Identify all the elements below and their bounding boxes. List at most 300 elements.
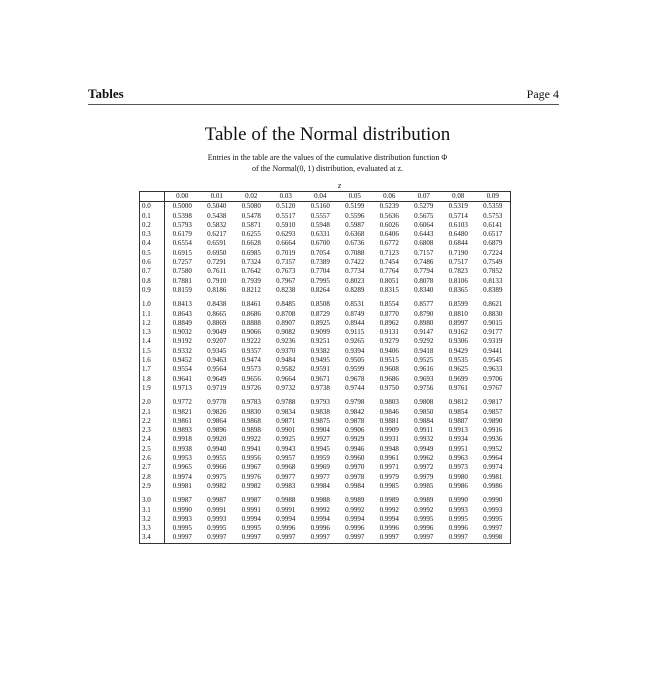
table-row [140,408,511,417]
row-z-value: 0.7 [140,267,165,276]
table-cell: 0.9812 [448,398,468,407]
table-cell: 0.6517 [483,230,503,239]
table-cell: 0.8980 [414,318,434,327]
table-cell: 0.9706 [483,374,503,383]
table-cell: 0.5910 [276,220,296,229]
table-cell: 0.9987 [172,496,192,505]
table-row [140,230,511,239]
table-row [140,277,511,286]
table-cell: 0.9922 [241,435,261,444]
table-cell: 0.9968 [276,463,296,472]
table-row [140,319,511,328]
table-cell: 0.9887 [448,416,468,425]
table-cell: 0.9901 [276,426,296,435]
table-cell: 0.9082 [276,328,296,337]
table-cell: 0.8849 [172,318,192,327]
table-cell: 0.9979 [414,472,434,481]
table-cell: 0.9099 [310,328,330,337]
table-cell: 0.9032 [172,328,192,337]
table-cell: 0.8508 [310,300,330,309]
table-cell: 0.9990 [172,505,192,514]
table-cell: 0.9821 [172,407,192,416]
table-cell: 0.9985 [379,481,399,490]
table-cell: 0.9798 [345,398,365,407]
table-cell: 0.7823 [448,267,468,276]
table-cell: 0.9616 [414,365,434,374]
table-cell: 0.9332 [172,346,192,355]
table-cell: 0.5199 [345,202,365,211]
table-cell: 0.9890 [483,416,503,425]
table-row [140,212,511,221]
table-cell: 0.9591 [310,365,330,374]
table-cell: 0.9965 [172,463,192,472]
table-cell: 0.9996 [448,524,468,533]
table-cell: 0.5714 [448,211,468,220]
table-cell: 0.9857 [483,407,503,416]
table-cell: 0.9993 [172,514,192,523]
table-cell: 0.9995 [241,524,261,533]
table-row [140,347,511,356]
row-z-value: 0.4 [140,239,165,248]
table-cell: 0.9803 [379,398,399,407]
table-cell: 0.9515 [379,356,399,365]
table-cell: 0.9974 [483,463,503,472]
table-cell: 0.9972 [414,463,434,472]
table-row [140,328,511,337]
table-cell: 0.9904 [310,426,330,435]
table-cell: 0.8133 [483,276,503,285]
table-cell: 0.9997 [310,533,330,542]
table-cell: 0.7454 [379,258,399,267]
table-cell: 0.7910 [207,276,227,285]
table-cell: 0.9909 [379,426,399,435]
column-header: 0.03 [269,192,304,202]
table-cell: 0.9850 [414,407,434,416]
table-cell: 0.9846 [379,407,399,416]
table-cell: 0.8106 [448,276,468,285]
table-cell: 0.9986 [483,481,503,490]
table-cell: 0.7580 [172,267,192,276]
table-cell: 0.9985 [414,481,434,490]
row-z-value: 1.6 [140,356,165,365]
table-cell: 0.8869 [207,318,227,327]
table-cell: 0.9115 [345,328,365,337]
row-z-value: 2.9 [140,482,165,491]
table-cell: 0.5675 [414,211,434,220]
table-cell: 0.9989 [379,496,399,505]
z-label: z [338,181,342,190]
table-cell: 0.9993 [483,505,503,514]
table-cell: 0.9535 [448,356,468,365]
row-z-value: 0.9 [140,286,165,295]
table-cell: 0.9319 [483,337,503,346]
table-cell: 0.9719 [207,383,227,392]
table-cell: 0.9997 [345,533,365,542]
table-cell: 0.9015 [483,318,503,327]
table-cell: 0.9916 [483,426,503,435]
row-z-value: 3.3 [140,524,165,533]
table-row [140,533,511,543]
table-cell: 0.5239 [379,202,399,211]
table-cell: 0.6293 [276,230,296,239]
table-cell: 0.9959 [310,454,330,463]
table-cell: 0.5160 [310,202,330,211]
table-cell: 0.9992 [345,505,365,514]
table-cell: 0.8665 [207,309,227,318]
table-cell: 0.8315 [379,285,399,294]
table-cell: 0.7642 [241,267,261,276]
table-cell: 0.7794 [414,267,434,276]
table-cell: 0.9981 [172,481,192,490]
table-cell: 0.9974 [172,472,192,481]
table-cell: 0.9767 [483,383,503,392]
table-cell: 0.6915 [172,248,192,257]
table-cell: 0.9934 [448,435,468,444]
row-z-value: 1.0 [140,300,165,309]
table-cell: 0.9970 [345,463,365,472]
table-cell: 0.7190 [448,248,468,257]
header-rule [88,104,559,105]
table-cell: 0.9861 [172,416,192,425]
column-header: 0.05 [338,192,373,202]
row-z-value: 3.1 [140,506,165,515]
table-cell: 0.9418 [414,346,434,355]
table-cell: 0.7611 [207,267,227,276]
table-cell: 0.8643 [172,309,192,318]
table-cell: 0.9996 [379,524,399,533]
table-cell: 0.9671 [310,374,330,383]
table-cell: 0.9265 [345,337,365,346]
table-cell: 0.6554 [172,239,192,248]
table-cell: 0.9995 [172,524,192,533]
table-cell: 0.7704 [310,267,330,276]
table-cell: 0.9864 [207,416,227,425]
table-row [140,286,511,295]
table-row [140,482,511,491]
table-cell: 0.9989 [345,496,365,505]
row-z-value: 1.4 [140,337,165,346]
table-row [140,417,511,426]
row-z-value: 0.0 [140,202,165,212]
table-cell: 0.9554 [172,365,192,374]
table-cell: 0.9940 [207,444,227,453]
column-header-row [140,192,511,202]
table-cell: 0.9484 [276,356,296,365]
table-cell: 0.8554 [379,300,399,309]
table-cell: 0.8907 [276,318,296,327]
table-cell: 0.9394 [345,346,365,355]
table-cell: 0.8438 [207,300,227,309]
table-cell: 0.9987 [241,496,261,505]
table-cell: 0.7549 [483,258,503,267]
row-z-value: 3.4 [140,533,165,543]
table-cell: 0.9761 [448,383,468,392]
table-cell: 0.9957 [276,454,296,463]
table-cell: 0.5636 [379,211,399,220]
table-cell: 0.5596 [345,211,365,220]
table-cell: 0.9949 [414,444,434,453]
table-cell: 0.9778 [207,398,227,407]
row-z-value: 2.6 [140,454,165,463]
table-cell: 0.9996 [310,524,330,533]
table-cell: 0.6736 [345,239,365,248]
table-cell: 0.5040 [207,202,227,211]
table-cell: 0.9989 [414,496,434,505]
table-cell: 0.9783 [241,398,261,407]
table-cell: 0.9991 [241,505,261,514]
row-z-value: 0.3 [140,230,165,239]
table-row [140,496,511,505]
table-cell: 0.8461 [241,300,261,309]
table-cell: 0.8365 [448,285,468,294]
row-z-value: 1.1 [140,310,165,319]
table-cell: 0.5000 [172,202,192,211]
row-z-value: 3.0 [140,496,165,505]
table-cell: 0.9633 [483,365,503,374]
column-header: 0.04 [303,192,338,202]
table-cell: 0.9961 [379,454,399,463]
table-cell: 0.9713 [172,383,192,392]
row-z-value: 0.1 [140,212,165,221]
table-cell: 0.9995 [448,514,468,523]
table-cell: 0.9992 [310,505,330,514]
table-cell: 0.9664 [276,374,296,383]
table-cell: 0.9955 [207,454,227,463]
table-cell: 0.9997 [448,533,468,542]
table-cell: 0.7995 [310,276,330,285]
table-cell: 0.9996 [414,524,434,533]
row-z-value: 3.2 [140,515,165,524]
table-cell: 0.7764 [379,267,399,276]
table-cell: 0.5359 [483,202,503,211]
table-cell: 0.7673 [276,267,296,276]
table-row [140,426,511,435]
table-row [140,435,511,444]
table-cell: 0.7967 [276,276,296,285]
table-cell: 0.8389 [483,285,503,294]
table-cell: 0.9192 [172,337,192,346]
column-header: 0.08 [441,192,476,202]
table-cell: 0.8159 [172,285,192,294]
table-cell: 0.5398 [172,211,192,220]
table-cell: 0.5080 [241,202,261,211]
table-cell: 0.5871 [241,220,261,229]
table-cell: 0.9693 [414,374,434,383]
table-cell: 0.9306 [448,337,468,346]
table-cell: 0.8186 [207,285,227,294]
table-cell: 0.9345 [207,346,227,355]
table-row [140,365,511,374]
table-cell: 0.9962 [414,454,434,463]
row-z-value: 2.7 [140,463,165,472]
table-cell: 0.6026 [379,220,399,229]
table-cell: 0.7734 [345,267,365,276]
table-cell: 0.9927 [310,435,330,444]
table-cell: 0.9357 [241,346,261,355]
table-cell: 0.9996 [276,524,296,533]
table-cell: 0.9997 [172,533,192,542]
table-cell: 0.9893 [172,426,192,435]
table-cell: 0.7257 [172,258,192,267]
section-header: Tables [88,86,124,101]
table-cell: 0.9162 [448,328,468,337]
table-cell: 0.9997 [241,533,261,542]
table-cell: 0.9495 [310,356,330,365]
row-z-value: 1.2 [140,319,165,328]
table-cell: 0.9994 [379,514,399,523]
table-cell: 0.9997 [414,533,434,542]
table-cell: 0.6141 [483,220,503,229]
table-row [140,300,511,309]
table-cell: 0.9738 [310,383,330,392]
table-cell: 0.9505 [345,356,365,365]
table-row [140,384,511,393]
table-row [140,506,511,515]
table-cell: 0.9222 [241,337,261,346]
table-cell: 0.9987 [207,496,227,505]
row-z-value: 1.8 [140,375,165,384]
table-cell: 0.9875 [310,416,330,425]
table-cell: 0.8413 [172,300,192,309]
table-cell: 0.9946 [345,444,365,453]
table-cell: 0.9732 [276,383,296,392]
table-cell: 0.6844 [448,239,468,248]
table-cell: 0.9995 [207,524,227,533]
table-cell: 0.6103 [448,220,468,229]
table-cell: 0.9925 [276,435,296,444]
table-cell: 0.9963 [448,454,468,463]
table-cell: 0.9854 [448,407,468,416]
table-cell: 0.9988 [310,496,330,505]
table-cell: 0.8729 [310,309,330,318]
table-cell: 0.6808 [414,239,434,248]
table-cell: 0.7852 [483,267,503,276]
column-header: 0.07 [407,192,442,202]
table-cell: 0.9994 [310,514,330,523]
table-cell: 0.9948 [379,444,399,453]
table-cell: 0.9990 [483,496,503,505]
row-z-value: 2.5 [140,445,165,454]
table-cell: 0.9793 [310,398,330,407]
table-cell: 0.9834 [276,407,296,416]
row-z-value: 1.7 [140,365,165,374]
table-row [140,473,511,482]
table-cell: 0.9969 [310,463,330,472]
table-cell: 0.9956 [241,454,261,463]
table-cell: 0.9817 [483,398,503,407]
caption-line-1: Entries in the table are the values of the cumulative distribution function Φ [207,153,448,162]
table-cell: 0.9049 [207,328,227,337]
table-cell: 0.9995 [414,514,434,523]
column-header: 0.02 [234,192,269,202]
row-z-value: 2.8 [140,473,165,482]
table-cell: 0.9292 [414,337,434,346]
table-cell: 0.9993 [448,505,468,514]
table-cell: 0.9931 [379,435,399,444]
page-number: Page 4 [526,87,559,101]
table-cell: 0.8749 [345,309,365,318]
table-cell: 0.9744 [345,383,365,392]
table-cell: 0.7224 [483,248,503,257]
row-z-value: 2.2 [140,417,165,426]
table-cell: 0.6255 [241,230,261,239]
table-row [140,258,511,267]
table-cell: 0.8485 [276,300,296,309]
table-cell: 0.9896 [207,426,227,435]
table-cell: 0.9953 [172,454,192,463]
table-cell: 0.9564 [207,365,227,374]
column-header: 0.06 [372,192,407,202]
table-row [140,524,511,533]
table-cell: 0.8212 [241,285,261,294]
table-cell: 0.9641 [172,374,192,383]
table-cell: 0.9726 [241,383,261,392]
table-cell: 0.9966 [207,463,227,472]
table-cell: 0.5438 [207,211,227,220]
table-cell: 0.9986 [448,481,468,490]
column-header: 0.01 [200,192,235,202]
table-cell: 0.9967 [241,463,261,472]
table-cell: 0.9625 [448,365,468,374]
table-cell: 0.8264 [310,285,330,294]
table-cell: 0.9826 [207,407,227,416]
table-row [140,398,511,407]
table-row [140,202,511,212]
table-cell: 0.5319 [448,202,468,211]
table-cell: 0.6628 [241,239,261,248]
table-cell: 0.9599 [345,365,365,374]
table-cell: 0.9982 [241,481,261,490]
row-z-value: 2.0 [140,398,165,407]
row-z-value: 2.4 [140,435,165,444]
table-cell: 0.9382 [310,346,330,355]
table-cell: 0.7291 [207,258,227,267]
table-cell: 0.7123 [379,248,399,257]
table-cell: 0.9878 [345,416,365,425]
table-cell: 0.9929 [345,435,365,444]
table-cell: 0.9960 [345,454,365,463]
table-cell: 0.9984 [310,481,330,490]
table-cell: 0.9982 [207,481,227,490]
table-cell: 0.8621 [483,300,503,309]
table-cell: 0.9406 [379,346,399,355]
table-cell: 0.8770 [379,309,399,318]
row-z-value: 1.9 [140,384,165,393]
table-cell: 0.9608 [379,365,399,374]
table-cell: 0.9699 [448,374,468,383]
table-cell: 0.7517 [448,258,468,267]
table-cell: 0.9177 [483,328,503,337]
table-cell: 0.9066 [241,328,261,337]
table-cell: 0.9997 [207,533,227,542]
table-cell: 0.9131 [379,328,399,337]
table-cell: 0.9973 [448,463,468,472]
table-cell: 0.9582 [276,365,296,374]
table-cell: 0.9750 [379,383,399,392]
table-cell: 0.9938 [172,444,192,453]
table-cell: 0.9545 [483,356,503,365]
row-z-value: 0.8 [140,277,165,286]
table-row [140,445,511,454]
table-cell: 0.9656 [241,374,261,383]
table-cell: 0.7422 [345,258,365,267]
table-cell: 0.8238 [276,285,296,294]
table-cell: 0.9998 [483,533,503,542]
table-row [140,221,511,230]
table-cell: 0.6664 [276,239,296,248]
table-cell: 0.9808 [414,398,434,407]
table-row [140,356,511,365]
